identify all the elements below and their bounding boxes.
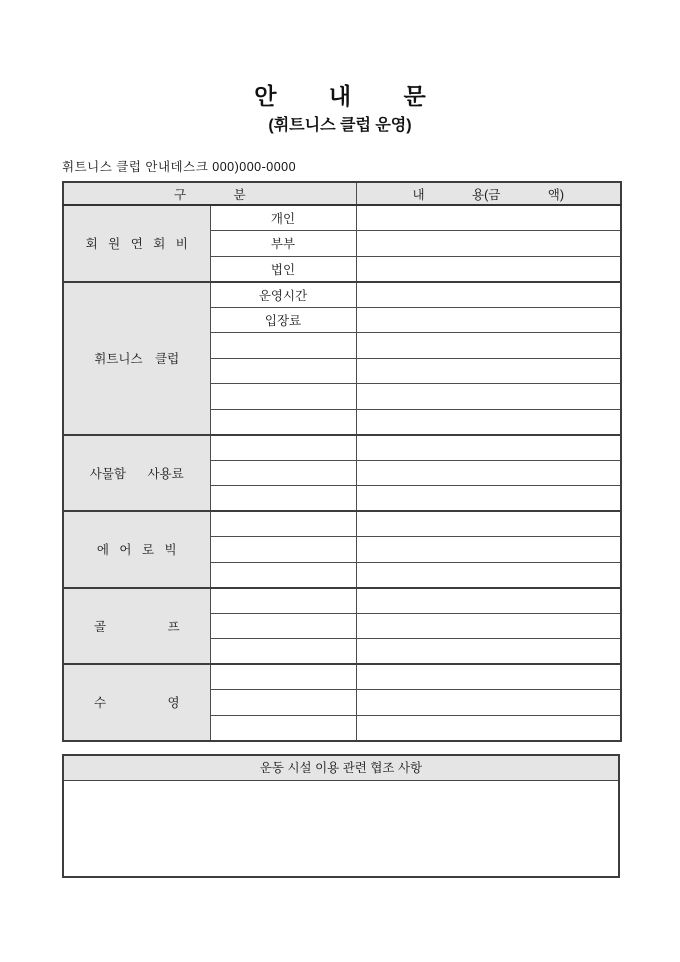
info-desk-line: 휘트니스 클럽 안내데스크 000)000-0000 — [62, 160, 297, 174]
content-cell — [356, 231, 621, 257]
notice-box — [62, 754, 620, 878]
group-cell-swimming: 수 영 — [63, 664, 210, 741]
group-cell-aerobics: 에 어 로 빅 — [63, 511, 210, 588]
content-cell — [356, 282, 621, 308]
subcategory-cell — [210, 486, 356, 512]
notice-box-title: 운동 시설 이용 관련 협조 사항 — [64, 756, 618, 781]
content-cell — [356, 486, 621, 512]
fee-table — [62, 181, 622, 742]
subcategory-cell: 개인 — [210, 205, 356, 231]
subcategory-cell: 입장료 — [210, 307, 356, 333]
table-header-row — [63, 182, 621, 205]
notice-box-body — [64, 781, 618, 876]
content-cell — [356, 205, 621, 231]
subcategory-cell — [210, 639, 356, 665]
content-cell — [356, 588, 621, 614]
content-cell — [356, 715, 621, 741]
subcategory-cell — [210, 435, 356, 461]
subcategory-cell — [210, 333, 356, 359]
subcategory-cell — [210, 664, 356, 690]
subcategory-cell: 법인 — [210, 256, 356, 282]
subcategory-cell — [210, 588, 356, 614]
header-content-cell: 내 용(금 액) — [356, 182, 621, 205]
subcategory-cell — [210, 715, 356, 741]
content-cell — [356, 537, 621, 563]
group-cell-fitness-club: 휘트니스 클럽 — [63, 282, 210, 435]
table-row — [63, 205, 621, 231]
subcategory-cell — [210, 562, 356, 588]
content-cell — [356, 409, 621, 435]
content-cell — [356, 562, 621, 588]
content-cell — [356, 384, 621, 410]
subcategory-cell: 운영시간 — [210, 282, 356, 308]
subcategory-cell — [210, 537, 356, 563]
group-cell-golf: 골 프 — [63, 588, 210, 665]
table-row — [63, 664, 621, 690]
content-cell — [356, 256, 621, 282]
content-cell — [356, 690, 621, 716]
table-row — [63, 282, 621, 308]
content-cell — [356, 613, 621, 639]
content-cell — [356, 435, 621, 461]
subcategory-cell — [210, 511, 356, 537]
group-cell-locker-fee: 사물함 사용료 — [63, 435, 210, 512]
content-cell — [356, 664, 621, 690]
group-cell-membership-fee: 회 원 연 회 비 — [63, 205, 210, 282]
subcategory-cell — [210, 384, 356, 410]
content-cell — [356, 307, 621, 333]
subcategory-cell — [210, 690, 356, 716]
content-cell — [356, 460, 621, 486]
subcategory-cell — [210, 358, 356, 384]
table-row — [63, 511, 621, 537]
subcategory-cell — [210, 613, 356, 639]
subcategory-cell — [210, 460, 356, 486]
subcategory-cell: 부부 — [210, 231, 356, 257]
content-cell — [356, 333, 621, 359]
page-subtitle: (휘트니스 클럽 운영) — [268, 117, 412, 134]
page-title: 안 내 문 — [254, 83, 426, 109]
header-category-cell: 구 분 — [63, 182, 356, 205]
content-cell — [356, 511, 621, 537]
content-cell — [356, 639, 621, 665]
table-row — [63, 435, 621, 461]
table-row — [63, 588, 621, 614]
content-cell — [356, 358, 621, 384]
subcategory-cell — [210, 409, 356, 435]
